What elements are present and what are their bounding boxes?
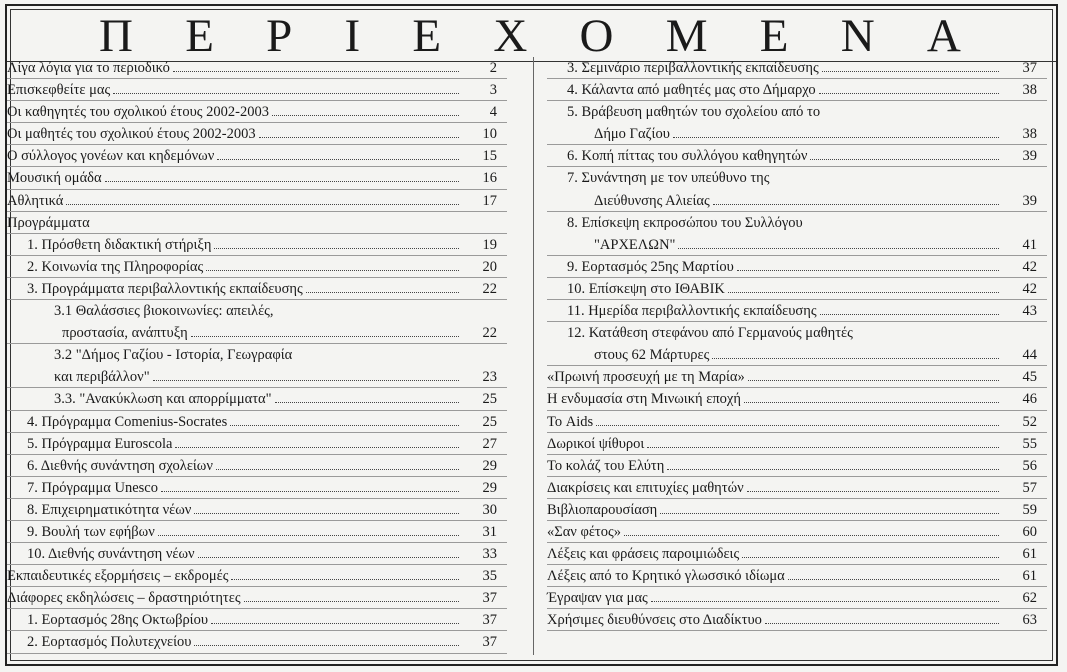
leader-dots [194,513,459,514]
toc-entry-title: 8. Επίσκεψη εκπροσώπου του Συλλόγου [567,214,803,231]
toc-entry-page: 41 [1022,236,1037,253]
toc-entry-title: 9. Εορτασμός 25ης Μαρτίου [567,258,734,275]
toc-entry-title: 9. Βουλή των εφήβων [27,523,155,540]
toc-entry-title: 3. Προγράμματα περιβαλλοντικής εκπαίδευσης [27,280,303,297]
leader-dots [820,314,999,315]
toc-entry[interactable] [7,234,507,256]
toc-entry[interactable] [547,79,1047,101]
toc-entry-title: Προγράμματα [7,214,90,231]
toc-entry-page: 22 [482,325,497,342]
leader-dots [624,535,999,536]
leader-dots [678,248,999,249]
leader-dots [788,579,999,580]
toc-entry[interactable] [7,300,507,322]
toc-entry[interactable] [547,212,1047,234]
toc-entry[interactable] [7,101,507,123]
title-letter: Ρ [266,10,293,62]
toc-entry-title: 4. Πρόγραμμα Comenius-Socrates [27,413,228,430]
toc-entry-page: 2 [489,60,497,76]
leader-dots [819,93,999,94]
leader-dots [105,181,459,182]
title-letter: Ε [412,10,442,62]
toc-entry[interactable] [7,587,507,609]
toc-entry-title: Οι καθηγητές του σχολικού έτους 2002-2003 [7,104,269,121]
toc-entry-title: 3.3. "Ανακύκλωση και απορρίμματα" [54,391,272,408]
toc-entry[interactable] [7,79,507,101]
toc-entry-page: 52 [1022,413,1037,430]
toc-entry-page: 27 [482,435,497,452]
toc-entry[interactable] [547,145,1047,167]
toc-entry-title: Διεύθυνσης Αλιείας [594,192,710,209]
toc-entry-title: Το κολάζ του Ελύτη [547,457,665,474]
toc-entry-page: 56 [1022,457,1037,474]
toc-entry-page: 62 [1022,590,1037,607]
leader-dots [113,93,459,94]
toc-entry-title: Έγραψαν για μας [547,590,648,607]
toc-entry[interactable] [7,565,507,587]
toc-entry-page: 43 [1022,303,1037,320]
leader-dots [747,491,999,492]
toc-entry-page: 37 [482,634,497,651]
toc-entry[interactable] [7,455,507,477]
toc-entry-title: στους 62 Μάρτυρες [594,347,710,364]
leader-dots [244,601,459,602]
toc-entry-title: 8. Επιχειρηματικότητα νέων [27,501,192,518]
toc-entry-title: 3.1 Θαλάσσιες βιοκοινωνίες: απειλές, [54,303,274,320]
leader-dots [712,358,999,359]
toc-entry[interactable] [7,521,507,543]
toc-entry-page: 25 [482,413,497,430]
toc-entry[interactable] [547,57,1047,79]
leader-dots [173,71,459,72]
toc-entry-page: 42 [1022,258,1037,275]
toc-entry[interactable] [7,57,507,79]
toc-entry-title: «Πρωινή προσευχή με τη Μαρία» [547,369,745,386]
toc-entry-title: 2. Εορτασμός Πολυτεχνείου [27,634,192,651]
toc-entry[interactable] [7,278,507,300]
toc-entry-page: 38 [1022,126,1037,143]
toc-entry-page: 3 [489,82,497,99]
leader-dots [217,159,459,160]
column-divider [533,57,534,655]
toc-entry-page: 16 [482,170,497,187]
toc-entry-title: 5. Πρόγραμμα Euroscola [27,435,173,452]
toc-entry-title: προστασία, ανάπτυξη [62,325,188,342]
leader-dots [194,645,459,646]
leader-dots [206,270,459,271]
toc-entry-title: Διακρίσεις και επιτυχίες μαθητών [547,479,744,496]
toc-entry[interactable] [7,366,507,388]
toc-entry-title: 1. Εορτασμός 28ης Οκτωβρίου [27,612,209,629]
toc-entry-title: 3.2 "Δήμος Γαζίου - Ιστορία, Γεωγραφία [54,347,293,364]
toc-entry-title: 10. Επίσκεψη στο ΙΘΑΒΙΚ [567,280,725,297]
leader-dots [259,137,459,138]
leader-dots [158,535,459,536]
toc-entry[interactable] [7,167,507,189]
toc-entry[interactable] [547,565,1047,587]
toc-entry[interactable] [547,344,1047,366]
toc-entry-title: Αθλητικά [7,192,64,209]
toc-entry-page: 17 [482,192,497,209]
toc-entry[interactable] [7,631,507,653]
leader-dots [153,380,459,381]
toc-entry-page: 60 [1022,523,1037,540]
leader-dots [306,292,459,293]
toc-entry-title: 6. Κοπή πίττας του συλλόγου καθηγητών [567,148,808,165]
toc-entry[interactable] [547,366,1047,388]
toc-entry-page: 42 [1022,280,1037,297]
toc-entry[interactable] [7,212,507,234]
toc-entry-page: 45 [1022,369,1037,386]
toc-entry-page: 44 [1022,347,1037,364]
toc-entry-page: 38 [1022,82,1037,99]
toc-entry-page: 55 [1022,435,1037,452]
toc-entry[interactable] [547,101,1047,123]
toc-entry-title: 5. Βράβευση μαθητών του σχολείου από το [567,104,821,121]
toc-entry-page: 15 [482,148,497,165]
leader-dots [198,557,459,558]
leader-dots [673,137,999,138]
leader-dots [161,491,459,492]
toc-entry[interactable] [547,300,1047,322]
toc-entry-page: 39 [1022,192,1037,209]
toc-entry[interactable] [547,455,1047,477]
leader-dots [660,513,999,514]
leader-dots [822,71,999,72]
leader-dots [713,204,999,205]
toc-entry[interactable] [7,344,507,366]
toc-entry-page: 4 [489,104,497,121]
leader-dots [66,204,459,205]
toc-entry-title: Μουσική ομάδα [7,170,102,187]
toc-entry-page: 10 [482,126,497,143]
leader-dots [744,402,999,403]
toc-entry-page: 61 [1022,546,1037,563]
toc-entry[interactable] [547,190,1047,212]
toc-entry[interactable] [7,411,507,433]
leader-dots [216,469,459,470]
toc-entry-title: Λέξεις και φράσεις παροιμιώδεις [547,546,740,563]
leader-dots [191,336,459,337]
title-letter: Ν [840,10,875,62]
title-letter: Α [926,10,961,62]
toc-entry[interactable] [7,499,507,521]
toc-entry-page: 46 [1022,391,1037,408]
toc-entry-title: 11. Ημερίδα περιβαλλοντικής εκπαίδευσης [567,303,817,320]
toc-entry-page: 35 [482,568,497,585]
toc-entry[interactable] [547,322,1047,344]
toc-entry-page: 59 [1022,501,1037,518]
toc-entry[interactable] [7,145,507,167]
toc-entry-title: Οι μαθητές του σχολικού έτους 2002-2003 [7,126,256,143]
toc-entry-page: 31 [482,523,497,540]
toc-entry-page: 39 [1022,148,1037,165]
toc-entry-title: Το Aids [547,413,594,430]
toc-entry-title: 10. Διεθνής συνάντηση νέων [27,546,195,563]
toc-entry-title: Διάφορες εκδηλώσεις – δραστηριότητες [7,590,241,607]
leader-dots [272,115,459,116]
toc-entry[interactable] [7,123,507,145]
toc-entry-title: και περιβάλλον" [54,369,150,386]
toc-entry-page: 25 [482,391,497,408]
toc-entry-title: Λίγα λόγια για το περιοδικό [7,60,170,76]
toc-entry-title: Η ενδυμασία στη Μινωική εποχή [547,391,741,408]
toc-entry[interactable] [547,234,1047,256]
toc-entry-page: 61 [1022,568,1037,585]
toc-entry-title: Βιβλιοπαρουσίαση [547,501,658,518]
leader-dots [230,425,459,426]
toc-entry[interactable] [7,477,507,499]
title-letter: Ε [759,10,789,62]
toc-entry-page: 57 [1022,479,1037,496]
toc-entry-title: 3. Σεμινάριο περιβαλλοντικής εκπαίδευσης [567,60,819,76]
title-letter: Μ [665,10,708,62]
toc-entry-title: Δήμο Γαζίου [594,126,670,143]
toc-entry-page: 29 [482,457,497,474]
toc-entry[interactable] [547,521,1047,543]
toc-entry-page: 30 [482,501,497,518]
toc-entry[interactable] [7,256,507,278]
toc-entry-title: 4. Κάλαντα από μαθητές μας στο Δήμαρχο [567,82,816,99]
toc-entry-page: 22 [482,280,497,297]
toc-entry-page: 23 [482,369,497,386]
title-letter: Π [99,10,133,62]
toc-entry[interactable] [547,587,1047,609]
leader-dots [596,425,999,426]
toc-entry-page: 33 [482,546,497,563]
leader-dots [667,469,999,470]
toc-entry[interactable] [7,543,507,565]
leader-dots [275,402,459,403]
toc-entry[interactable] [7,190,507,212]
toc-entry-page: 20 [482,258,497,275]
toc-entry-title: 12. Κατάθεση στεφάνου από Γερμανούς μαθητές [567,325,853,342]
leader-dots [737,270,999,271]
leader-dots [651,601,999,602]
toc-entry-title: 6. Διεθνής συνάντηση σχολείων [27,457,213,474]
toc-entry-page: 37 [482,612,497,629]
toc-entry[interactable] [547,609,1047,631]
leader-dots [211,623,459,624]
toc-entry[interactable] [547,543,1047,565]
toc-entry-title: Επισκεφθείτε μας [7,82,111,99]
toc-entry-title: 1. Πρόσθετη διδακτική στήριξη [27,236,212,253]
toc-entry[interactable] [547,388,1047,410]
toc-entry-title: «Σαν φέτος» [547,523,621,540]
toc-entry[interactable] [7,609,507,631]
leader-dots [175,447,459,448]
toc-entry-title: 7. Συνάντηση με τον υπεύθυνο της [567,170,770,187]
title-letter: Ι [344,10,361,62]
toc-entry[interactable] [7,433,507,455]
toc-entry[interactable] [547,477,1047,499]
leader-dots [748,380,999,381]
toc-entry[interactable] [547,499,1047,521]
toc-entry-title: Χρήσιμες διευθύνσεις στο Διαδίκτυο [547,612,762,629]
leader-dots [231,579,459,580]
toc-entry-title: 7. Πρόγραμμα Unesco [27,479,158,496]
toc-entry-page: 29 [482,479,497,496]
toc-entry-page: 37 [482,590,497,607]
toc-entry-title: Λέξεις από το Κρητικό γλωσσικό ιδίωμα [547,568,785,585]
toc-entry[interactable] [547,167,1047,189]
leader-dots [810,159,999,160]
leader-dots [765,623,999,624]
toc-entry[interactable] [547,278,1047,300]
page-title [7,10,1056,62]
toc-entry-title: Εκπαιδευτικές εξορμήσεις – εκδρομές [7,568,229,585]
toc-entry[interactable] [7,322,507,344]
leader-dots [742,557,999,558]
toc-entry[interactable] [547,256,1047,278]
leader-dots [214,248,459,249]
title-letter: Ε [185,10,214,62]
toc-entry-title: 2. Κοινωνία της Πληροφορίας [27,258,204,275]
toc-entry[interactable] [547,433,1047,455]
toc-entry-title: "ΑΡΧΕΛΩΝ" [594,236,676,253]
toc-entry[interactable] [547,411,1047,433]
toc-entry[interactable] [7,388,507,410]
title-letter: Χ [493,10,528,62]
toc-entry-page: 37 [1022,60,1037,76]
toc-entry-page: 19 [482,236,497,253]
toc-column-left [7,57,507,654]
leader-dots [728,292,999,293]
leader-dots [647,447,999,448]
toc-entry-title: Δωρικοί ψίθυροι [547,435,645,452]
title-letter: Ο [579,10,614,62]
toc-entry-page: 63 [1022,612,1037,629]
toc-column-right [547,57,1047,631]
toc-entry-title: Ο σύλλογος γονέων και κηδεμόνων [7,148,215,165]
toc-entry[interactable] [547,123,1047,145]
